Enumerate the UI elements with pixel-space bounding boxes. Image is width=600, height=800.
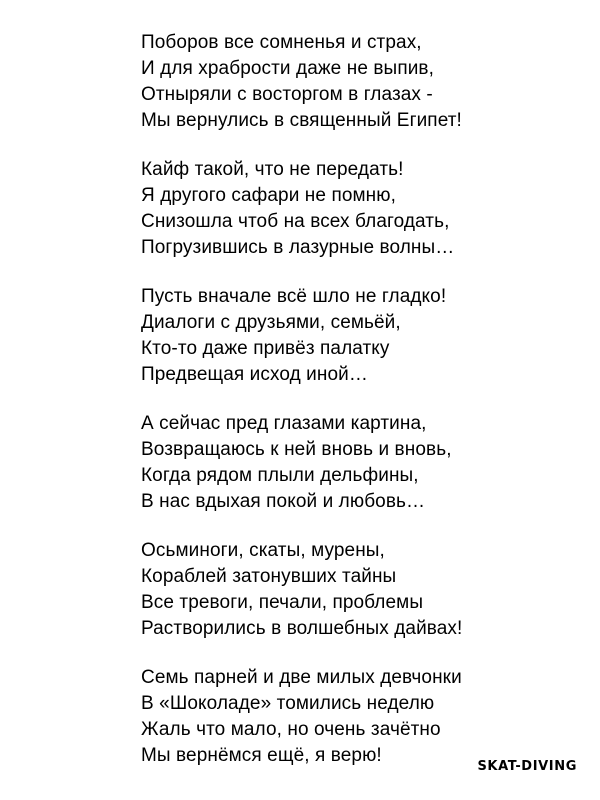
watermark: SKAT-DIVING bbox=[477, 759, 577, 774]
poem-line: Снизошла чтоб на всех благодать, bbox=[141, 211, 450, 232]
poem-line: А сейчас пред глазами картина, bbox=[141, 413, 427, 434]
poem-line: Кайф такой, что не передать! bbox=[141, 159, 404, 180]
poem-line: Мы вернёмся ещё, я верю! bbox=[141, 745, 382, 766]
poem-line: Диалоги с друзьями, семьёй, bbox=[141, 312, 401, 333]
poem bbox=[141, 30, 581, 792]
poem-line: Растворились в волшебных дайвах! bbox=[141, 618, 463, 639]
poem-line: Пусть вначале всё шло не гладко! bbox=[141, 286, 447, 307]
poem-line: И для храбрости даже не выпив, bbox=[141, 58, 434, 79]
poem-line: Жаль что мало, но очень зачётно bbox=[141, 719, 441, 740]
poem-line: В «Шоколаде» томились неделю bbox=[141, 693, 435, 714]
poem-line: Я другого сафари не помню, bbox=[141, 185, 396, 206]
poem-line: Поборов все сомненья и страх, bbox=[141, 32, 422, 53]
poem-line: Отныряли с восторгом в глазах - bbox=[141, 84, 433, 105]
poem-line: В нас вдыхая покой и любовь… bbox=[141, 491, 426, 512]
poem-line: Осьминоги, скаты, мурены, bbox=[141, 540, 385, 561]
stanza-2 bbox=[141, 157, 581, 261]
poem-line: Кто-то даже привёз палатку bbox=[141, 338, 390, 359]
stanza-3 bbox=[141, 284, 581, 388]
stanza-5 bbox=[141, 538, 581, 642]
poem-line: Когда рядом плыли дельфины, bbox=[141, 465, 419, 486]
poem-line: Семь парней и две милых девчонки bbox=[141, 667, 462, 688]
poem-line: Возвращаюсь к ней вновь и вновь, bbox=[141, 439, 452, 460]
stanza-6 bbox=[141, 665, 581, 769]
poem-line: Все тревоги, печали, проблемы bbox=[141, 592, 424, 613]
poem-line: Кораблей затонувших тайны bbox=[141, 566, 397, 587]
stanza-4 bbox=[141, 411, 581, 515]
poem-line: Погрузившись в лазурные волны… bbox=[141, 237, 455, 258]
poem-line: Предвещая исход иной… bbox=[141, 364, 368, 385]
poem-line: Мы вернулись в священный Египет! bbox=[141, 110, 462, 131]
stanza-1 bbox=[141, 30, 581, 134]
